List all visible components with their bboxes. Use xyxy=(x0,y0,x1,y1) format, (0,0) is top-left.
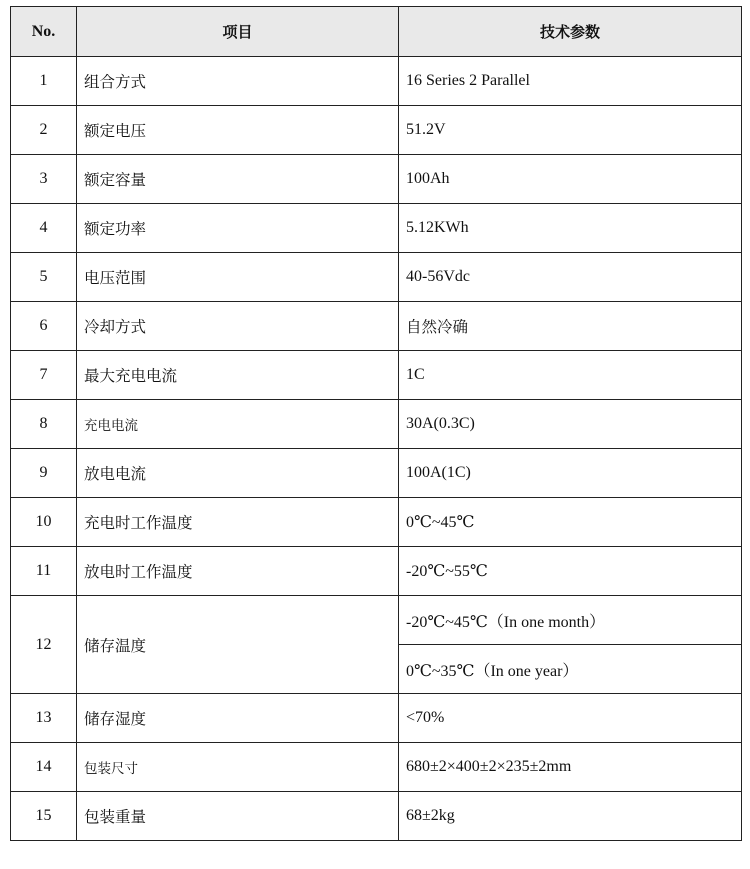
table-row xyxy=(11,449,742,498)
table-row xyxy=(11,694,742,743)
row-no: 8 xyxy=(11,400,77,449)
table-row xyxy=(11,57,742,106)
table-row xyxy=(11,547,742,596)
row-no: 12 xyxy=(11,596,77,694)
row-item: 组合方式 xyxy=(77,57,399,106)
header-item: 项目 xyxy=(77,7,399,57)
row-param: 16 Series 2 Parallel xyxy=(399,57,742,106)
row-no: 3 xyxy=(11,155,77,204)
row-no: 13 xyxy=(11,694,77,743)
row-item: 储存温度 xyxy=(77,596,399,694)
table-row xyxy=(11,596,742,645)
table-row xyxy=(11,253,742,302)
row-param: 100A(1C) xyxy=(399,449,742,498)
table-row xyxy=(11,743,742,792)
row-item: 电压范围 xyxy=(77,253,399,302)
header-param: 技术参数 xyxy=(399,7,742,57)
table-row xyxy=(11,155,742,204)
row-param: 68±2kg xyxy=(399,792,742,841)
row-item: 额定容量 xyxy=(77,155,399,204)
row-param: 40-56Vdc xyxy=(399,253,742,302)
row-param: 51.2V xyxy=(399,106,742,155)
row-no: 10 xyxy=(11,498,77,547)
row-param: 30A(0.3C) xyxy=(399,400,742,449)
header-no: No. xyxy=(11,7,77,57)
table-row xyxy=(11,106,742,155)
row-item: 额定功率 xyxy=(77,204,399,253)
table-row xyxy=(11,400,742,449)
table-row xyxy=(11,792,742,841)
row-no: 7 xyxy=(11,351,77,400)
row-no: 9 xyxy=(11,449,77,498)
row-no: 11 xyxy=(11,547,77,596)
row-item: 充电时工作温度 xyxy=(77,498,399,547)
row-param: 1C xyxy=(399,351,742,400)
table-row xyxy=(11,351,742,400)
table-row xyxy=(11,204,742,253)
row-item: 放电电流 xyxy=(77,449,399,498)
row-no: 2 xyxy=(11,106,77,155)
row-no: 15 xyxy=(11,792,77,841)
table-row xyxy=(11,498,742,547)
row-item: 包装重量 xyxy=(77,792,399,841)
row-item: 额定电压 xyxy=(77,106,399,155)
row-item: 包装尺寸 xyxy=(77,743,399,792)
row-param: 5.12KWh xyxy=(399,204,742,253)
spec-table xyxy=(10,6,742,841)
row-param: 100Ah xyxy=(399,155,742,204)
row-item: 充电电流 xyxy=(77,400,399,449)
row-param: -20℃~45℃（In one month） xyxy=(399,596,742,645)
row-no: 4 xyxy=(11,204,77,253)
row-param: <70% xyxy=(399,694,742,743)
row-param: 自然冷确 xyxy=(399,302,742,351)
row-param: -20℃~55℃ xyxy=(399,547,742,596)
header-row xyxy=(11,7,742,57)
row-param: 0℃~45℃ xyxy=(399,498,742,547)
row-no: 14 xyxy=(11,743,77,792)
row-item: 放电时工作温度 xyxy=(77,547,399,596)
row-item: 冷却方式 xyxy=(77,302,399,351)
row-no: 6 xyxy=(11,302,77,351)
row-param: 0℃~35℃（In one year） xyxy=(399,645,742,694)
row-param: 680±2×400±2×235±2mm xyxy=(399,743,742,792)
row-item: 最大充电电流 xyxy=(77,351,399,400)
row-item: 储存湿度 xyxy=(77,694,399,743)
row-no: 1 xyxy=(11,57,77,106)
table-row xyxy=(11,302,742,351)
row-no: 5 xyxy=(11,253,77,302)
